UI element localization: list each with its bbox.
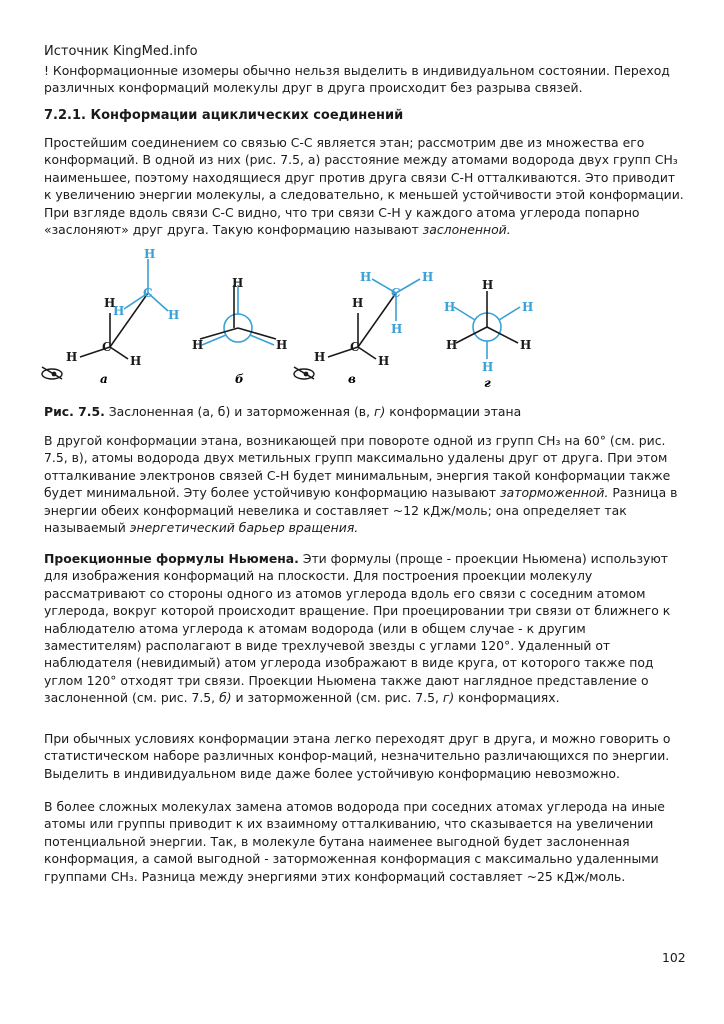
atom-h: H <box>378 354 390 368</box>
figure-caption <box>44 404 521 419</box>
atom-h: H <box>113 304 125 318</box>
atom-h: H <box>352 296 364 310</box>
atom-c: C <box>143 286 153 300</box>
atom-h: H <box>444 300 456 314</box>
figure-ethane-conformations <box>40 245 700 395</box>
atom-h: H <box>192 338 204 352</box>
eye-icon <box>294 367 314 379</box>
atom-h: H <box>276 338 288 352</box>
term-rotation-barrier: энергетический барьер вращения. <box>129 520 359 536</box>
paragraph-3-text3: конформациях. <box>454 690 560 706</box>
ref-b: б) <box>219 690 232 706</box>
paragraph-5: В более сложных молекулах замена атомов водорода при соседних атомах углерода на иные атомы или группы приводит к их взаимному отталкиванию, что сказывается на увеличении потенциальной энергии. Так, в молекуле бутана наименее выгодной будет заслоненная конформация, а самой выгодной - заторможенная конформация с максимально удаленными группами СН₃. Разница между энергиями этих конформаций составляет ~25 кДж/моль. <box>44 799 665 884</box>
paragraph-2-text2: Разница в энергии обеих конформаций невелика и составляет ~12 кДж/моль; она определяет так называемый <box>44 485 678 536</box>
atom-c: C <box>391 286 401 300</box>
atom-h: H <box>482 360 494 374</box>
paragraph-2-text: В другой конформации этана, возникающей при повороте одной из групп СН₃ на 60° (см. рис. 7.5, в), атомы водорода двух метильных групп максимально удалены друг от друга. При этом отталкивание электронов связей С-Н будет минимальным, энергия такой конформации также будет минимальной. Эту более устойчивую конформацию называют <box>44 433 671 501</box>
caption-g: г) <box>373 404 386 419</box>
atom-h: H <box>130 354 142 368</box>
figure-label-v: в <box>348 372 356 386</box>
caption-text: Заслоненная (а, б) и заторможенная (в, <box>104 404 374 419</box>
caption-end: конформации этана <box>385 404 522 419</box>
atom-h: H <box>232 276 244 290</box>
paragraph-3 <box>44 550 684 707</box>
section-heading: 7.2.1. Конформации ациклических соединений <box>44 108 404 123</box>
source-label: Источник KingMed.info <box>44 44 198 59</box>
atom-h: H <box>360 270 372 284</box>
atom-h: H <box>520 338 532 352</box>
sawhorse-eclipsed <box>42 247 179 386</box>
caption-number: Рис. 7.5. <box>44 404 105 419</box>
paragraph-1-text: Простейшим соединением со связью С-С является этан; рассмотрим две из множества его конформаций. В одной из них (рис. 7.5, а) расстояние между атомами водорода двух групп СН₃ наименьшее, поэтому находящиеся друг против друга связи С-Н отталкиваются. Это приводит к увеличению энергии молекулы, а следовательно, к меньшей устойчивости этой конформации. При взгляде вдоль связи С-С видно, что три связи С-Н у каждого атома углерода попарно «заслоняют» друг друга. Такую конформацию называют <box>44 135 684 238</box>
term-staggered: заторможенной. <box>500 485 609 501</box>
atom-h: H <box>314 350 326 364</box>
paragraph-1 <box>44 134 684 238</box>
paragraph-3-text: Эти формулы (проще - проекции Ньюмена) используют для изображения конформаций на плоскости. Для построения проекции молекулу рассматривают со стороны одного из атомов углерода вдоль его связи с соседним атомом углерода, вокруг которой происходит вращение. При проецировании три связи от ближнего к наблюдателю атома углерода к атомам водорода (или в общем случае - к другим заместителям) располагают в виде трехлучевой звезды с углами 120°. Удаленный от наблюдателя (невидимый) атом углерода изображают в виде круга, от которого также под углом 120° отходят три связи. Проекции Ньюмена также дают наглядное представление о заслоненной (см. рис. 7.5, <box>44 551 671 706</box>
figure-label-a: а <box>100 372 108 386</box>
atom-c: C <box>350 340 360 354</box>
atom-c: C <box>102 340 112 354</box>
figure-label-g: г <box>484 376 491 390</box>
atom-h: H <box>66 350 78 364</box>
intro-paragraph: ! Конформационные изомеры обычно нельзя выделить в индивидуальном состоянии. Переход различных конформаций молекулы друг в друга происходит без разрыва связей. <box>44 63 670 96</box>
atom-h: H <box>391 322 403 336</box>
atom-h: H <box>168 308 180 322</box>
page-number: 102 <box>662 950 686 965</box>
ref-g: г) <box>442 690 455 706</box>
atom-h: H <box>144 247 156 261</box>
term-eclipsed: заслоненной. <box>422 222 511 238</box>
paragraph-2 <box>44 432 684 536</box>
eye-icon <box>42 367 62 379</box>
sawhorse-staggered <box>294 270 433 386</box>
newman-staggered <box>444 278 533 390</box>
figure-label-b: б <box>235 372 244 386</box>
paragraph-4: При обычных условиях конформации этана легко переходят друг в друга, и можно говорить о статистическом наборе различных конфор-маций, незначительно различающихся по энергии. Выделить в индивидуальном виде даже более устойчивую конформацию невозможно. <box>44 731 671 781</box>
atom-h: H <box>422 270 434 284</box>
newman-eclipsed <box>192 276 287 386</box>
atom-h: H <box>104 296 116 310</box>
atom-h: H <box>446 338 458 352</box>
atom-h: H <box>522 300 534 314</box>
newman-heading: Проекционные формулы Ньюмена. <box>44 551 299 566</box>
paragraph-3-text2: и заторможенной (см. рис. 7.5, <box>231 690 443 706</box>
atom-h: H <box>482 278 494 292</box>
